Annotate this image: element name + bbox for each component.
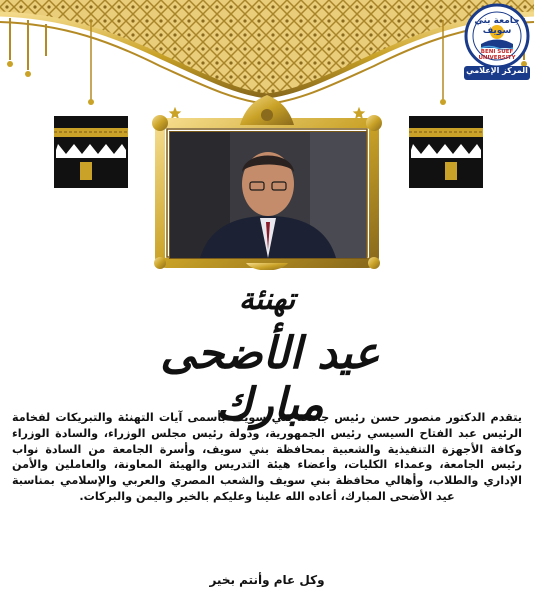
- university-logo: [462, 2, 532, 82]
- media-center-label: المركز الإعلامي: [466, 66, 528, 75]
- university-name-english: BENI SUEF UNIVERSITY: [478, 49, 516, 61]
- greeting-message: [12, 410, 522, 505]
- message-body: يتقدم الدكتور منصور حسن رئيس جامعة بني سويف بأسمى آيات التهنئة والتبريكات لفخامة الرئيس عبد الفتاح السيسي رئيس الجمهورية، ودولة رئيس مجلس الوزراء، والسادة الوزراء وكافة الأجهزة التنفيذية والشعبية بمحافظة بني سويف، وأسرة الجامعة من السادة نواب رئيس الجامعة، وعمداء الكليات، وأعضاء هيئة التدريس والهيئة المعاونة، والعاملين والأمن الإداري والطلاب، وأهالي محافظة بني سويف والشعب المصري والعربي والإسلامي بمناسبة عيد الأضحى المبارك، أعاده الله علينا وعليكم بالخير واليمن والبركات.: [12, 411, 522, 503]
- greeting-title: تهنئة: [238, 282, 296, 317]
- portrait-photo: [169, 131, 367, 259]
- kaaba-icon: [50, 110, 132, 192]
- closing-line: وكل عام وأنتم بخير: [209, 573, 325, 587]
- occasion-title: عيد الأضحى مبارك: [160, 328, 380, 430]
- university-name-arabic: جامعة بني سويف: [474, 16, 520, 36]
- kaaba-icon: [405, 110, 487, 192]
